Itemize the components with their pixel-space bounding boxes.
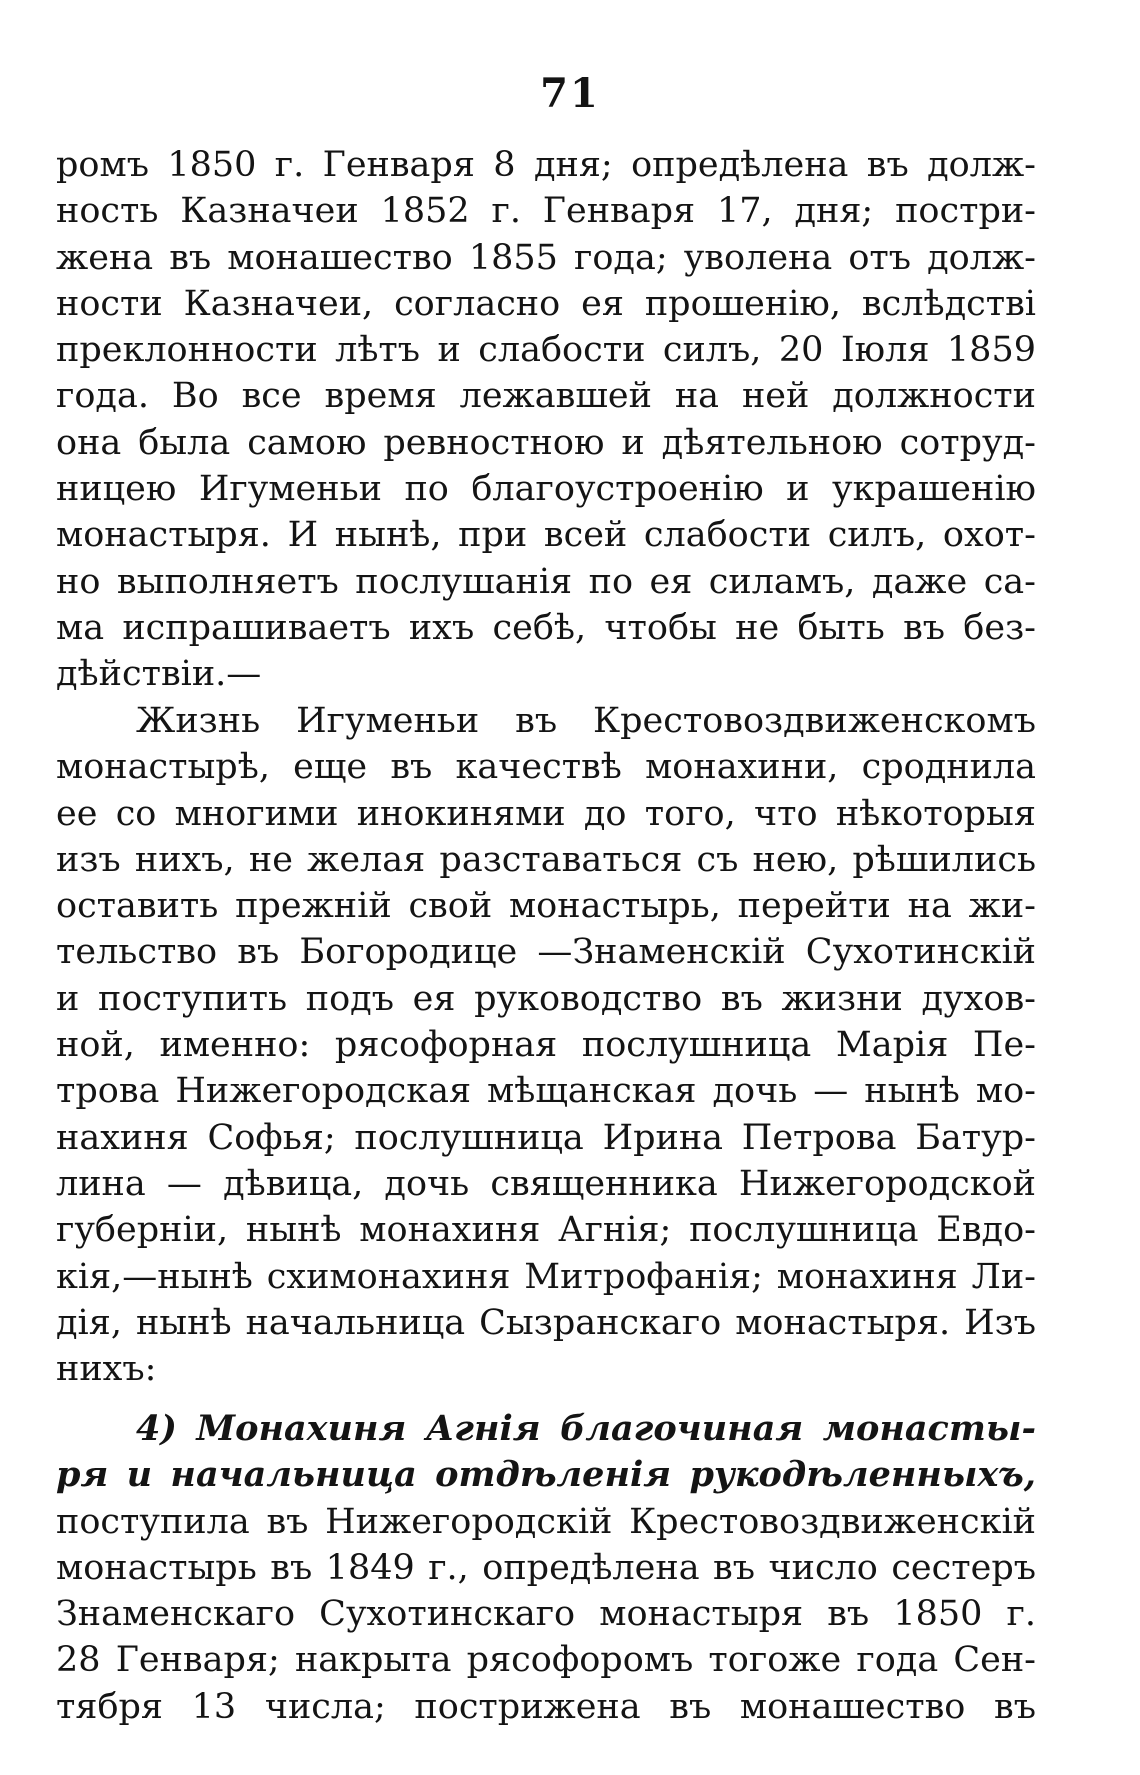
paragraph-2 (56, 698, 1036, 1392)
section-heading-line: ря и начальница отдѣленія рукодѣленныхъ, (56, 1454, 1036, 1496)
text-line: ницею Игуменьи по благоустроенію и украшенію (56, 469, 1036, 510)
text-line: но выполняетъ послушанія по ея силамъ, даже са- (56, 561, 1036, 602)
text-line: тября 13 числа; пострижена въ монашество въ (56, 1686, 1036, 1727)
text-line: нахиня Софья; послушница Ирина Петрова Батур- (56, 1117, 1036, 1158)
text-line: трова Нижегородская мѣщанская дочь — нынѣ мо- (56, 1071, 1036, 1112)
text-line: монастыря. И нынѣ, при всей слабости силъ, охот- (56, 515, 1036, 556)
text-line: кія,—нынѣ схимонахиня Митрофанія; монахиня Ли- (56, 1256, 1036, 1297)
text-line: преклонности лѣтъ и слабости силъ, 20 Іюля 1859 (56, 330, 1036, 371)
text-line: губерніи, нынѣ монахиня Агнія; послушница Евдо- (56, 1210, 1036, 1251)
text-line: дѣйствіи.— (56, 654, 262, 695)
section-heading-line: 4) Монахиня Агнія благочиная монасты- (136, 1408, 1036, 1449)
text-line: дія, нынѣ начальница Сызранскаго монастыря. Изъ (56, 1302, 1036, 1343)
text-line: ной, именно: рясофорная послушница Марія Пе- (56, 1025, 1036, 1066)
text-line: поступила въ Нижегородскій Крестовоздвиженскій (56, 1501, 1036, 1542)
text-line: ма испрашиваетъ ихъ себѣ, чтобы не быть въ без- (56, 607, 1036, 648)
text-line: ности Казначеи, согласно ея прошенію, вслѣдстві (56, 283, 1036, 324)
text-line: изъ нихъ, не желая разставаться съ нею, рѣшились (56, 839, 1036, 880)
text-line: Знаменскаго Сухотинскаго монастыря въ 1850 г. (56, 1594, 1036, 1635)
text-line: и поступить подъ ея руководство въ жизни духов- (56, 978, 1036, 1019)
text-line: 28 Генваря; накрыта рясофоромъ тогоже года Сен- (56, 1640, 1036, 1681)
page-number: 71 (540, 70, 600, 117)
text-line: ее со многими инокинями до того, что нѣкоторыя (56, 793, 1036, 834)
text-line: монастырь въ 1849 г., опредѣлена въ число сестеръ (56, 1547, 1036, 1588)
text-line: ромъ 1850 г. Генваря 8 дня; опредѣлена въ долж- (56, 145, 1036, 185)
text-line: нихъ: (56, 1349, 157, 1390)
paragraph-3 (56, 1406, 1036, 1730)
paragraph-1 (56, 142, 1036, 698)
text-line: монастырѣ, еще въ качествѣ монахини, сроднила (56, 747, 1036, 788)
text-line: жена въ монашество 1855 года; уволена отъ долж- (56, 237, 1036, 278)
text-line: лина — дѣвица, дочь священника Нижегородской (56, 1163, 1036, 1204)
text-line: ность Казначеи 1852 г. Генваря 17, дня; постри- (56, 191, 1036, 232)
text-line: она была самою ревностною и дѣятельною сотруд- (56, 422, 1036, 463)
text-line: оставить прежній свой монастырь, перейти на жи- (56, 886, 1036, 927)
text-line: Жизнь Игуменьи въ Крестовоздвиженскомъ (136, 701, 1036, 741)
text-line: года. Во все время лежавшей на ней должности (56, 376, 1036, 417)
text-line: тельство въ Богородице —Знаменскій Сухотинскій (56, 932, 1036, 973)
